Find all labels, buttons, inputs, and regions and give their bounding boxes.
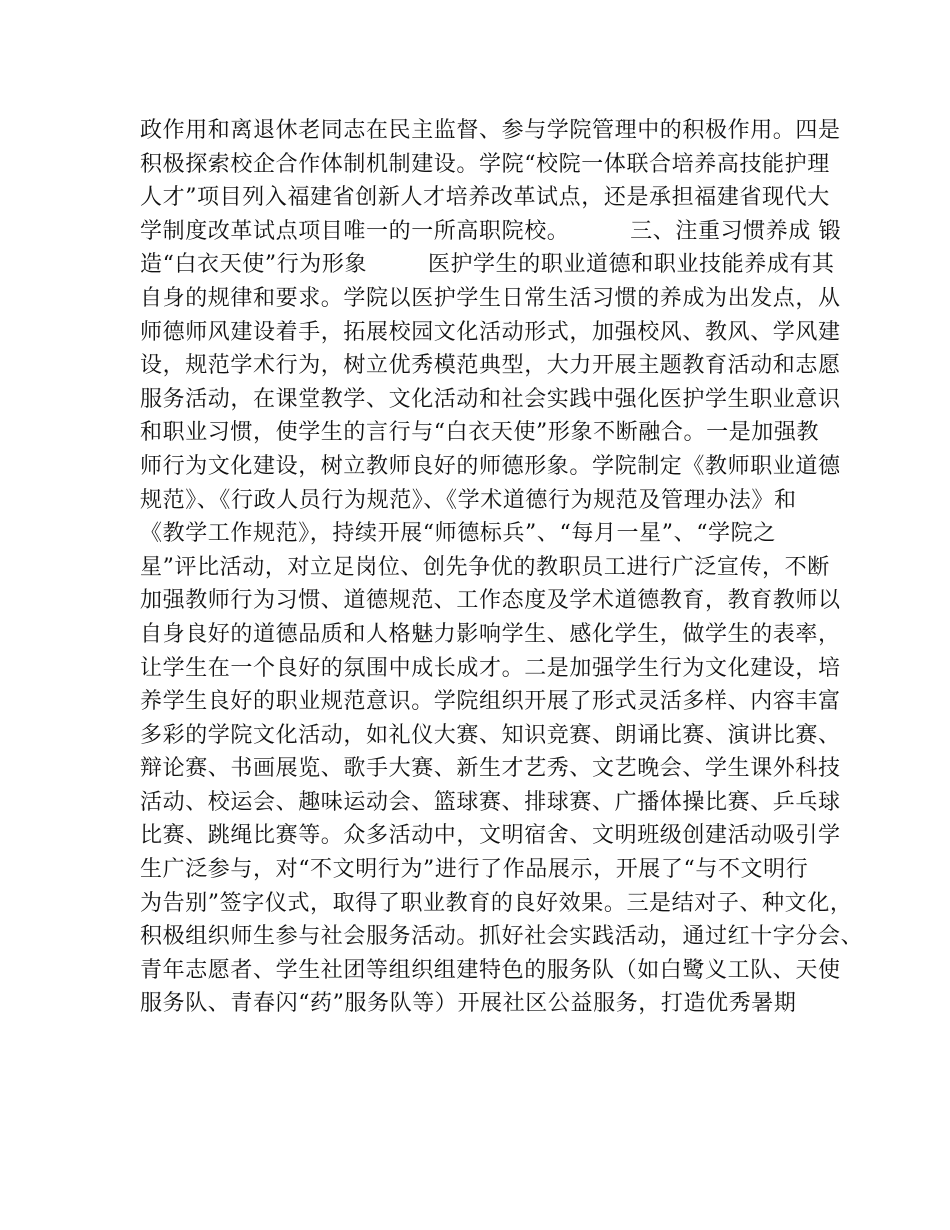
text-line: 自身的规律和要求。学院以医护学生日常生活习惯的养成为出发点，从 bbox=[140, 285, 841, 311]
text-line: 人才”项目列入福建省创新人才培养改革试点，还是承担福建省现代大 bbox=[140, 185, 830, 211]
text-line: 服务队、青春闪“药”服务队等）开展社区公益服务，打造优秀暑期 bbox=[140, 991, 797, 1017]
text-line: 政作用和离退休老同志在民主监督、参与学院管理中的积极作用。四是 bbox=[140, 118, 841, 143]
text-line: 星”评比活动，对立足岗位、创先争优的教职员工进行广泛宣传，不断 bbox=[140, 554, 830, 580]
text-line: 造“白衣天使”行为形象 医护学生的职业道德和职业技能养成有其 bbox=[140, 252, 835, 278]
text-line: 多彩的学院文化活动，如礼仪大赛、知识竞赛、朗诵比赛、演讲比赛、 bbox=[140, 722, 841, 748]
text-line: 学制度改革试点项目唯一的一所高职院校。 三、注重习惯养成 锻 bbox=[140, 218, 842, 244]
text-line: 生广泛参与，对“不文明行为”进行了作品展示，开展了“与不文明行 bbox=[140, 857, 809, 883]
text-line: 服务活动，在课堂教学、文化活动和社会实践中强化医护学生职业意识 bbox=[140, 386, 841, 412]
text-line: 《教学工作规范》，持续开展“师德标兵”、“每月一星”、“学院之 bbox=[140, 521, 776, 547]
text-line: 和职业习惯，使学生的言行与“白衣天使”形象不断融合。一是加强教 bbox=[140, 420, 820, 446]
text-line: 比赛、跳绳比赛等。众多活动中，文明宿舍、文明班级创建活动吸引学 bbox=[140, 823, 841, 849]
text-line: 活动、校运会、趣味运动会、篮球赛、排球赛、广播体操比赛、乒乓球 bbox=[140, 789, 841, 815]
text-line: 积极探索校企合作体制机制建设。学院“校院一体联合培养高技能护理 bbox=[140, 151, 830, 177]
text-line: 积极组织师生参与社会服务活动。抓好社会实践活动，通过红十字分会、 bbox=[140, 924, 864, 950]
text-line: 规范》、《行政人员行为规范》、《学术道德行为规范及管理办法》和 bbox=[140, 487, 797, 513]
text-line: 青年志愿者、学生社团等组织组建特色的服务队（如白鹭义工队、天使 bbox=[140, 957, 841, 983]
text-line: 设，规范学术行为，树立优秀模范典型，大力开展主题教育活动和志愿 bbox=[140, 353, 841, 379]
text-line: 为告别”签字仪式，取得了职业教育的良好效果。三是结对子、种文化， bbox=[140, 890, 853, 916]
text-line: 自身良好的道德品质和人格魅力影响学生、感化学生，做学生的表率， bbox=[140, 621, 841, 647]
text-line: 养学生良好的职业规范意识。学院组织开展了形式灵活多样、内容丰富 bbox=[140, 689, 841, 715]
body-text bbox=[140, 114, 864, 1021]
text-line: 辩论赛、书画展览、歌手大赛、新生才艺秀、文艺晚会、学生课外科技 bbox=[140, 756, 841, 782]
text-line: 师德师风建设着手，拓展校园文化活动形式，加强校风、教风、学风建 bbox=[140, 319, 841, 345]
text-line: 加强教师行为习惯、道德规范、工作态度及学术道德教育，教育教师以 bbox=[140, 588, 841, 614]
text-line: 师行为文化建设，树立教师良好的师德形象。学院制定《教师职业道德 bbox=[140, 453, 841, 479]
text-line: 让学生在一个良好的氛围中成长成才。二是加强学生行为文化建设，培 bbox=[140, 655, 841, 681]
